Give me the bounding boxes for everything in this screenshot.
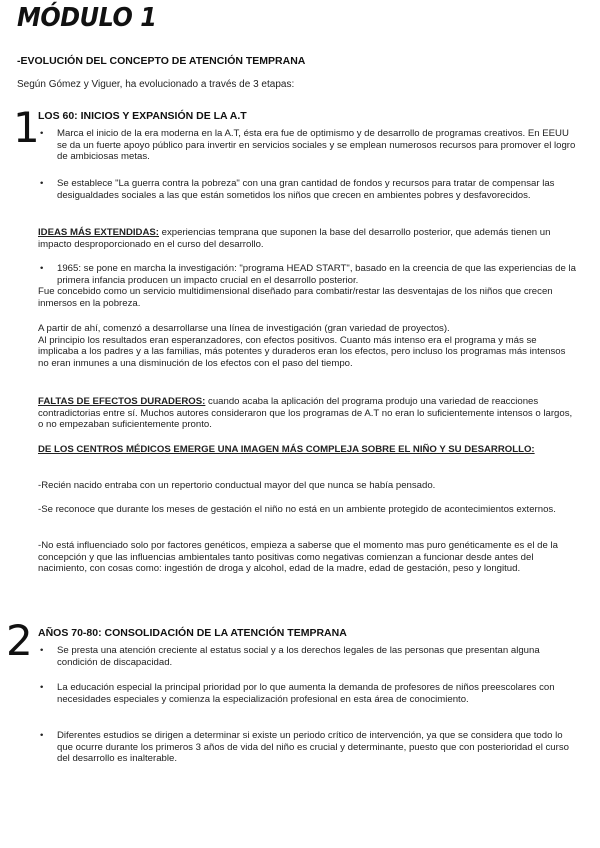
bullet-icon: • bbox=[40, 263, 44, 274]
list-item: • Se establece "La guerra contra la pobreza" con una gran cantidad de fondos y recursos para tratar de compensar las desigualdades sociales a las que están sometidos los niños que crecen en ambientes pobres y desfavorecidos. bbox=[40, 178, 555, 201]
bullet-icon: • bbox=[40, 730, 44, 741]
intro-text: Según Gómez y Viguer, ha evolucionado a través de 3 etapas: bbox=[17, 79, 295, 90]
section-heading-2: AÑOS 70-80: CONSOLIDACIÓN DE LA ATENCIÓN TEMPRANA bbox=[38, 627, 347, 639]
section-1-bullets bbox=[38, 128, 578, 163]
fue-text: Fue concebido como un servicio multidimensional diseñado para combatir/restar las desventajas de los niños que crecen inmersos en la pobreza. bbox=[38, 286, 553, 309]
section-number-2: 2 bbox=[6, 616, 33, 665]
section-2-bullet-1 bbox=[38, 645, 578, 668]
section-heading-1: LOS 60: INICIOS Y EXPANSIÓN DE LA A.T bbox=[38, 110, 247, 122]
section-1-bullets-b bbox=[38, 178, 578, 201]
ideas-label: IDEAS MÁS EXTENDIDAS: bbox=[38, 227, 159, 238]
document-subtitle: -EVOLUCIÓN DEL CONCEPTO DE ATENCIÓN TEMPRANA bbox=[17, 55, 306, 67]
list-item: -No está influenciado solo por factores genéticos, empieza a saberse que el momento mas puro genéticamente es el de la concepción y que las influencias ambientales tanto positivas como negativas comienzan a funcionar desde antes del nacimiento, con cosas como: ingestión de droga y alcohol, edad de la madre, edad de gestación, peso y longitud. bbox=[38, 540, 558, 575]
list-item: • Marca el inicio de la era moderna en la A.T, ésta era fue de optimismo y de desarrollo de programas creativos. En EEUU se da un fuerte apoyo público para invertir en servicios sociales y se emplean numerosos recursos para promover el logro de ambiciosas metas. bbox=[40, 128, 576, 163]
list-item: • 1965: se pone en marcha la investigación: "programa HEAD START", basado en la creencia de que las experiencias de la primera infancia producen un impacto crucial en el desarrollo posterior. bbox=[40, 263, 576, 286]
list-item: • Diferentes estudios se dirigen a determinar si existe un periodo crítico de intervención, ya que se considera que todo lo que ocurre durante los primeros 3 años de vida del niño es crucial y determinante, puesto que con posterioridad el curso del desarrollo es inalterable. bbox=[40, 730, 569, 765]
section-2-bullet-3 bbox=[38, 730, 578, 765]
faltas-label: FALTAS DE EFECTOS DURADEROS: bbox=[38, 396, 206, 407]
list-item: -Se reconoce que durante los meses de gestación el niño no está en un ambiente protegido de acontecimientos externos. bbox=[38, 504, 556, 515]
page-title: MÓDULO 1 bbox=[17, 3, 157, 33]
apartir-paragraph: A partir de ahí, comenzó a desarrollarse una línea de investigación (gran variedad de proyectos). Al principio los resultados eran esperanzadores, con efectos positivos. Cuanto más intenso era el programa y más se implicaba a los padres y a las familias, más potentes y duraderos eran los efectos, pero incluso los programas más intensos no eran inmunes a una disminución de los efectos con el paso del tiempo. bbox=[38, 323, 566, 369]
faltas-paragraph bbox=[38, 396, 578, 431]
list-item: -Recién nacido entraba con un repertorio conductual mayor del que nunca se había pensado. bbox=[38, 480, 436, 491]
headstart-paragraph bbox=[38, 263, 578, 309]
list-item: • Se presta una atención creciente al estatus social y a los derechos legales de las personas que presentan alguna condición de discapacidad. bbox=[40, 645, 540, 668]
bullet-icon: • bbox=[40, 178, 44, 189]
bullet-icon: • bbox=[40, 645, 44, 656]
list-item: • La educación especial la principal prioridad por lo que aumenta la demanda de profesores de niños preescolares con necesidades especiales y comienza la especialización profesional en esta área de conocimiento. bbox=[40, 682, 555, 705]
bullet-icon: • bbox=[40, 682, 44, 693]
faltas-text: cuando acaba la aplicación del programa produjo una variedad de reacciones contradictorias entre sí. Muchos autores consideraron que los programas de A.T no eran lo suficientemente intensos o largos, o no empezaban suficientemente pronto. bbox=[38, 396, 573, 431]
section-2-bullet-2 bbox=[38, 682, 578, 705]
ideas-text: experiencias temprana que suponen la base del desarrollo posterior, que además tienen un impacto desproporcionado en el curso del desarrollo. bbox=[38, 227, 551, 250]
bullet-icon: • bbox=[40, 128, 44, 139]
section-number-1: 1 bbox=[13, 103, 40, 152]
ideas-paragraph bbox=[38, 227, 578, 250]
centros-heading: DE LOS CENTROS MÉDICOS EMERGE UNA IMAGEN MÁS COMPLEJA SOBRE EL NIÑO Y SU DESARROLLO: bbox=[38, 444, 535, 455]
